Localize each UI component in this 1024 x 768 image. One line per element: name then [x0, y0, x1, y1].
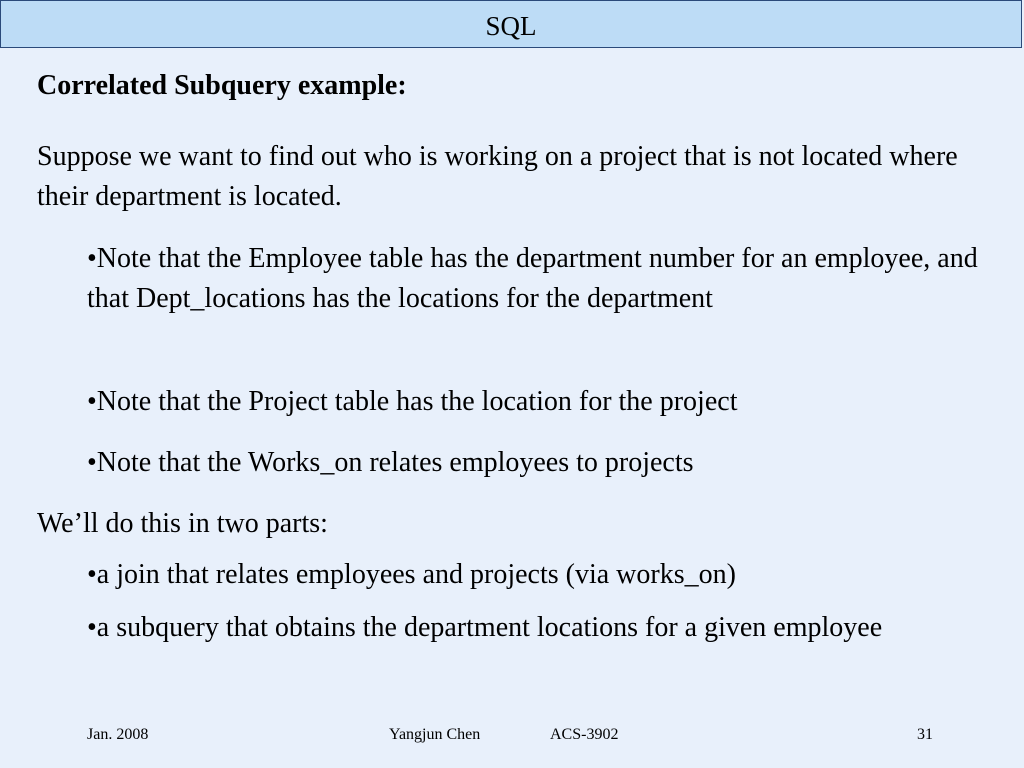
note-bullet-1: •Note that the Employee table has the department number for an employee, and that Dept_locations has the locations for the department: [87, 243, 978, 314]
slide-title: SQL: [485, 11, 537, 41]
slide-heading: Correlated Subquery example:: [37, 70, 407, 101]
part-bullet-1: •a join that relates employees and projects (via works_on): [87, 559, 736, 590]
footer-author: Yangjun Chen: [389, 726, 481, 743]
footer-date: Jan. 2008: [87, 726, 149, 743]
title-bar: [0, 0, 1022, 48]
footer-page-number: 31: [917, 726, 933, 743]
footer-course: ACS-3902: [550, 726, 619, 743]
intro-paragraph: Suppose we want to find out who is working on a project that is not located where their department is located.: [37, 141, 958, 212]
part-bullet-2: •a subquery that obtains the department locations for a given employee: [87, 612, 883, 643]
parts-intro: We’ll do this in two parts:: [37, 508, 328, 539]
note-bullet-2: •Note that the Project table has the location for the project: [87, 386, 738, 417]
note-bullet-3: •Note that the Works_on relates employees to projects: [87, 447, 694, 478]
